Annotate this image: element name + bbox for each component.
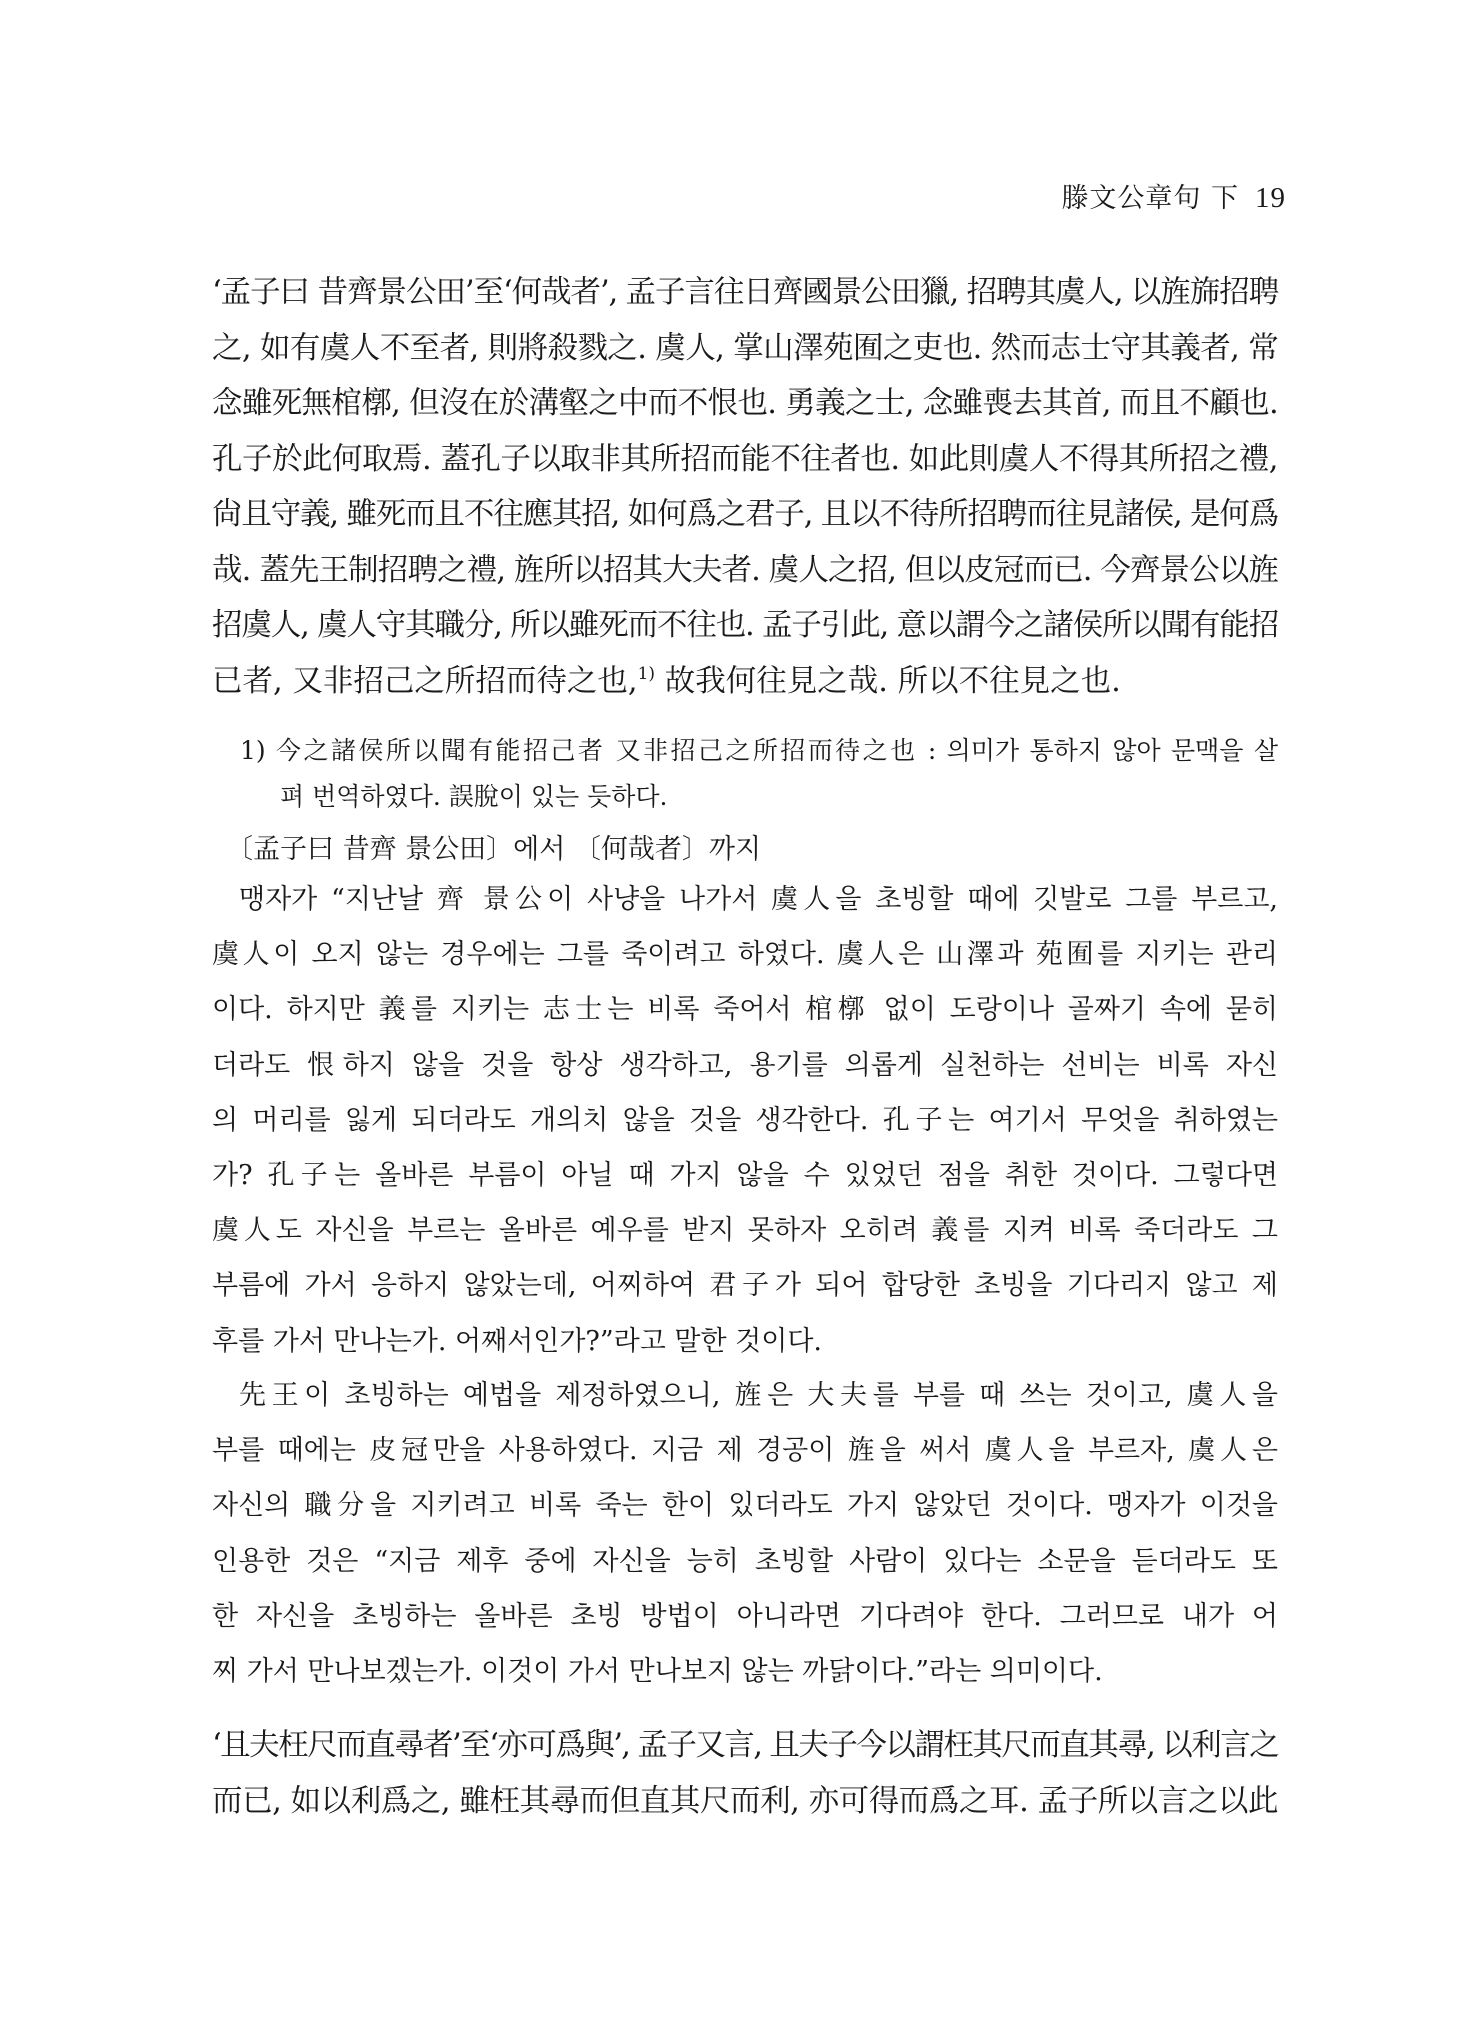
- footnote: [240, 728, 1278, 820]
- text-segment: 故我何往見之哉. 所以不往見之也.: [655, 663, 1121, 699]
- translation-paragraph-1: [212, 872, 1278, 1369]
- text-line: 哉. 蓋先王制招聘之禮, 旌所以招其大夫者. 虞人之招, 但以皮冠而已. 今齊景公以旌: [212, 552, 1278, 588]
- text-line: 而已, 如以利爲之, 雖枉其尋而但直其尺而利, 亦可得而爲之耳. 孟子所以言之以此: [212, 1783, 1278, 1819]
- text-line: 尙且守義, 雖死而且不往應其招, 如何爲之君子, 且以不待所招聘而往見諸侯, 是何爲: [212, 497, 1278, 532]
- text-line: 이다. 하지만 義를 지키는 志士는 비록 죽어서 棺槨 없이 도랑이나 골짜기 속에 묻히: [212, 994, 1278, 1026]
- commentary-paragraph-1: [212, 265, 1278, 709]
- text-line: 부름에 가서 응하지 않았는데, 어찌하여 君子가 되어 합당한 초빙을 기다리지 않고 제: [212, 1270, 1278, 1302]
- text-segment: 已者, 又非招己之所招而待之也,: [212, 663, 638, 699]
- text-line: 가? 孔子는 올바른 부름이 아닐 때 가지 않을 수 있었던 점을 취한 것이다. 그렇다면: [212, 1160, 1278, 1192]
- text-line: 맹자가 “지난날 齊 景公이 사냥을 나가서 虞人을 초빙할 때에 깃발로 그를 부르고,: [239, 884, 1278, 915]
- text-line: ‘且夫枉尺而直尋者’至‘亦可爲與’, 孟子又言, 且夫子今以謂枉其尺而直其尋, 以利言之: [212, 1728, 1278, 1763]
- commentary-paragraph-2: [212, 1718, 1278, 1829]
- footnote-reference: 1): [637, 663, 656, 684]
- running-header: [1061, 176, 1286, 215]
- translation-heading: [226, 830, 1292, 870]
- text-line: [212, 654, 1278, 710]
- text-line: 念雖死無棺槨, 但沒在於溝壑之中而不恨也. 勇義之士, 念雖喪去其首, 而且不顧也.: [212, 386, 1278, 421]
- text-line: 孔子於此何取焉. 蓋孔子以取非其所招而能不往者也. 如此則虞人不得其所招之禮,: [212, 441, 1278, 477]
- section-heading: 〔孟子曰 昔齊 景公田〕에서 〔何哉者〕까지: [226, 834, 762, 865]
- text-line: 인용한 것은 “지금 제후 중에 자신을 능히 초빙할 사람이 있다는 소문을 듣더라도 또: [212, 1545, 1278, 1577]
- footnote-line: 1) 今之諸侯所以聞有能招己者 又非招己之所招而待之也 : 의미가 통하지 않아 문맥을 살: [240, 736, 1278, 765]
- text-line: 虞人이 오지 않는 경우에는 그를 죽이려고 하였다. 虞人은 山澤과 苑囿를 지키는 관리: [212, 939, 1278, 971]
- text-line: 후를 가서 만나는가. 어째서인가?”라고 말한 것이다.: [212, 1325, 822, 1357]
- text-line: 招虞人, 虞人守其職分, 所以雖死而不往也. 孟子引此, 意以謂今之諸侯所以聞有能招: [212, 608, 1278, 643]
- text-line: 先王이 초빙하는 예법을 제정하였으니, 旌은 大夫를 부를 때 쓰는 것이고, 虞人을: [239, 1380, 1278, 1411]
- text-line: 虞人도 자신을 부르는 올바른 예우를 받지 못하자 오히려 義를 지켜 비록 죽더라도 그: [212, 1215, 1278, 1247]
- text-line: 더라도 恨하지 않을 것을 항상 생각하고, 용기를 의롭게 실천하는 선비는 비록 자신: [212, 1049, 1278, 1081]
- text-line: 찌 가서 만나보겠는가. 이것이 가서 만나보지 않는 까닭이다.”라는 의미이다.: [212, 1656, 1103, 1688]
- text-line: 의 머리를 잃게 되더라도 개의치 않을 것을 생각한다. 孔子는 여기서 무엇을 취하였는: [212, 1104, 1278, 1136]
- text-line: 之, 如有虞人不至者, 則將殺戮之. 虞人, 掌山澤苑囿之吏也. 然而志士守其義者, 常: [212, 330, 1278, 366]
- footnote-line: 펴 번역하였다. 誤脫이 있는 듯하다.: [280, 782, 668, 811]
- page-number: 19: [1255, 182, 1286, 214]
- translation-paragraph-2: [212, 1368, 1278, 1699]
- text-line: 한 자신을 초빙하는 올바른 초빙 방법이 아니라면 기다려야 한다. 그러므로 내가 어: [212, 1600, 1278, 1632]
- text-line: 자신의 職分을 지키려고 비록 죽는 한이 있더라도 가지 않았던 것이다. 맹자가 이것을: [212, 1490, 1278, 1522]
- text-line: ‘孟子曰 昔齊景公田’至‘何哉者’, 孟子言往日齊國景公田獵, 招聘其虞人, 以旌旆招聘: [212, 275, 1278, 310]
- text-line: 부를 때에는 皮冠만을 사용하였다. 지금 제 경공이 旌을 써서 虞人을 부르자, 虞人은: [212, 1435, 1278, 1467]
- chapter-title: 滕文公章句 下: [1061, 183, 1239, 214]
